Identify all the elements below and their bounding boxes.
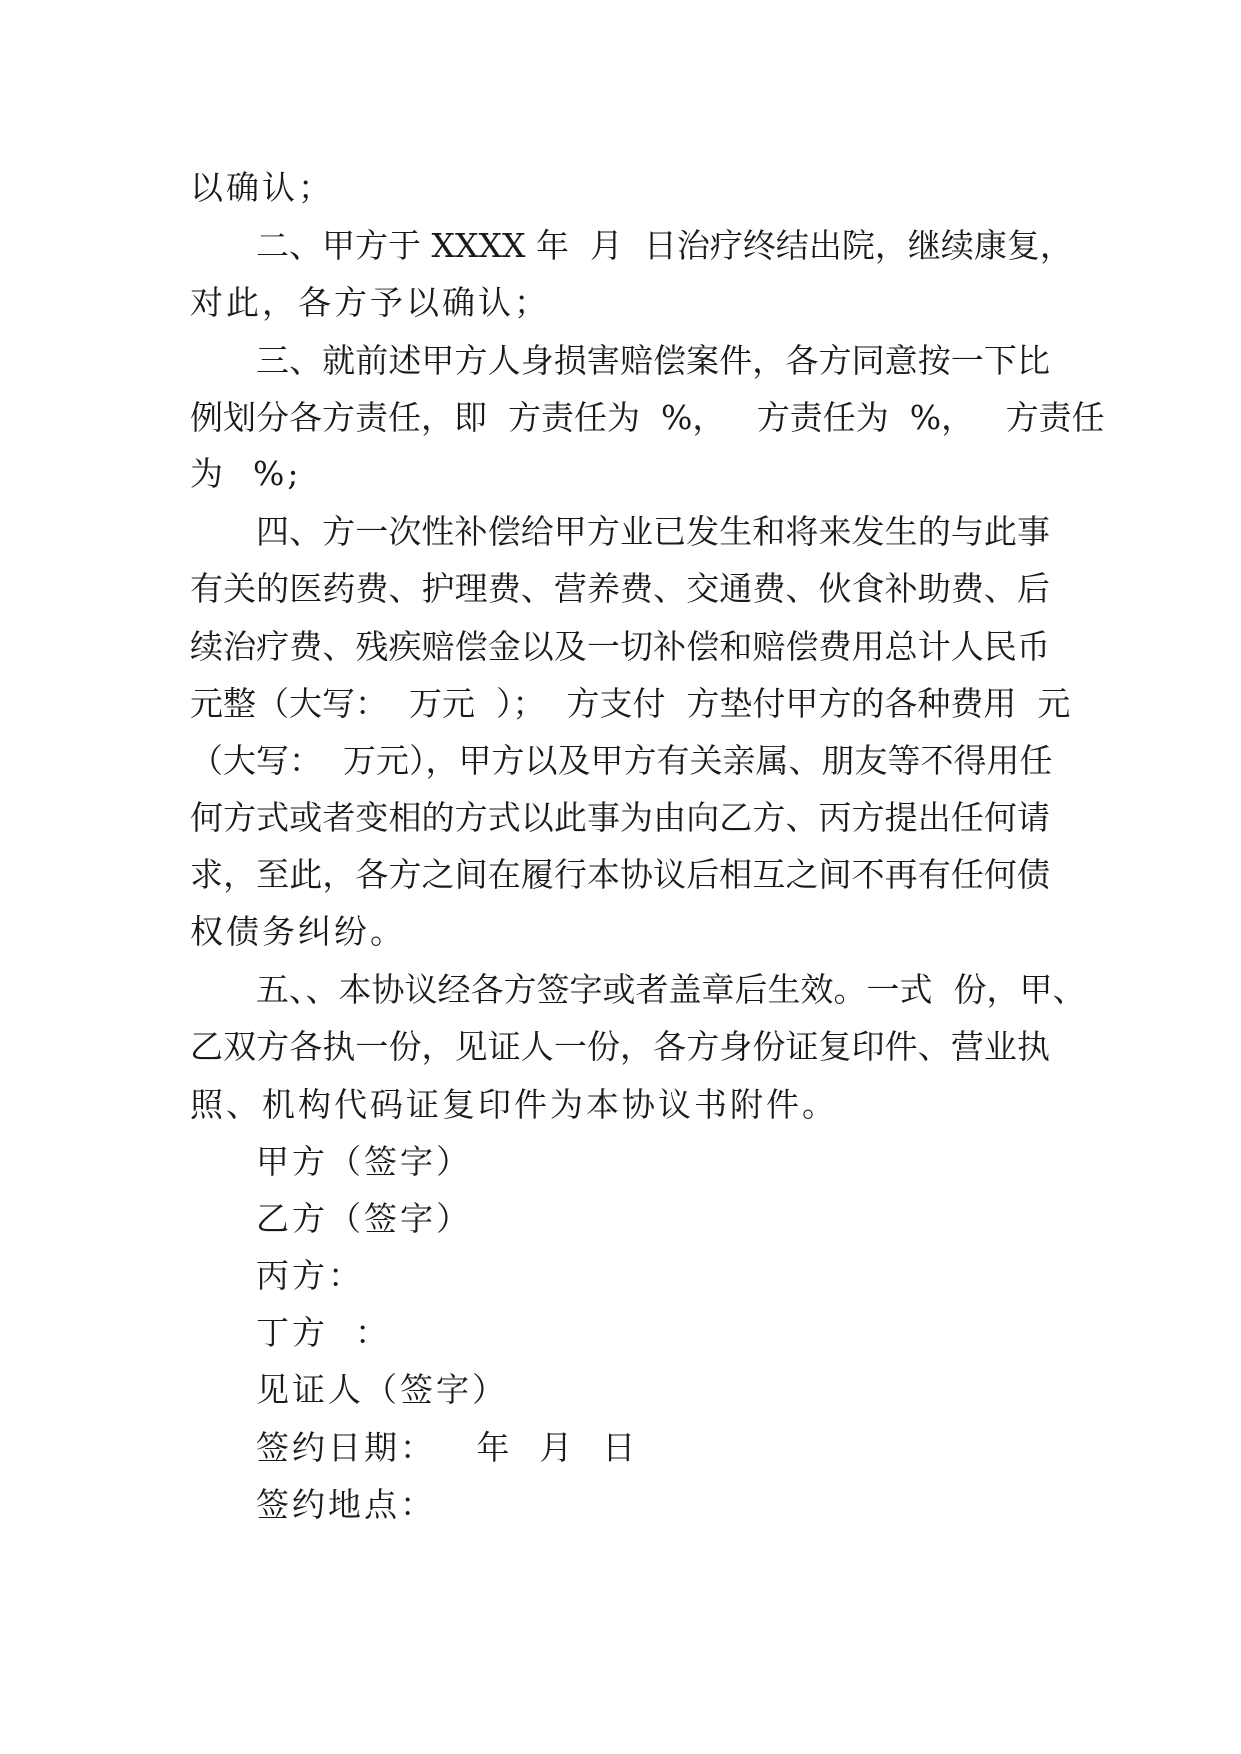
clause-3-line-1: 三、就前述甲方人身损害赔偿案件，各方同意按一下比: [256, 341, 1050, 380]
clause-4-line-5: （大写： 万元），甲方以及甲方有关亲属、朋友等不得用任: [190, 741, 1053, 780]
signature-party-a: 甲方（签字）: [256, 1142, 472, 1181]
clause-3-line-2: 例划分各方责任，即 方责任为 %， 方责任为 %， 方责任: [190, 398, 1105, 437]
clause-4-line-3: 续治疗费、残疾赔偿金以及一切补偿和赔偿费用总计人民币: [190, 627, 1050, 666]
sign-date: 签约日期： 年 月 日: [256, 1428, 639, 1467]
sign-place: 签约地点：: [256, 1485, 436, 1524]
clause-2-line-2: 对此，各方予以确认；: [190, 283, 550, 322]
signature-witness: 见证人（签字）: [256, 1370, 508, 1409]
clause-4-line-4: 元整（大写： 万元 ）； 方支付 方垫付甲方的各种费用 元: [190, 684, 1071, 723]
signature-party-b: 乙方（签字）: [256, 1199, 472, 1238]
clause-2-line-1: 二、甲方于 XXXX 年 月 日治疗终结出院，继续康复，: [256, 226, 1073, 265]
clause-4-line-6: 何方式或者变相的方式以此事为由向乙方、丙方提出任何请: [190, 798, 1050, 837]
clause-3-line-3: 为 %;: [190, 454, 302, 493]
signature-party-d: 丁方 ：: [256, 1313, 391, 1352]
clause-4-line-2: 有关的医药费、护理费、营养费、交通费、伙食补助费、后: [190, 569, 1050, 608]
clause-4-line-7: 求，至此，各方之间在履行本协议后相互之间不再有任何债: [190, 855, 1050, 894]
clause-4-line-8: 权债务纠纷。: [190, 912, 406, 951]
clause-5-line-2: 乙双方各执一份，见证人一份，各方身份证复印件、营业执: [190, 1027, 1050, 1066]
clause-4-line-1: 四、方一次性补偿给甲方业已发生和将来发生的与此事: [256, 512, 1050, 551]
signature-party-c: 丙方：: [256, 1256, 364, 1295]
clause-5-line-1: 五、、本协议经各方签字或者盖章后生效。一式 份，甲、: [256, 970, 1086, 1009]
clause-5-line-3: 照、机构代码证复印件为本协议书附件。: [190, 1085, 838, 1124]
paragraph-1-end: 以确认；: [190, 168, 334, 207]
